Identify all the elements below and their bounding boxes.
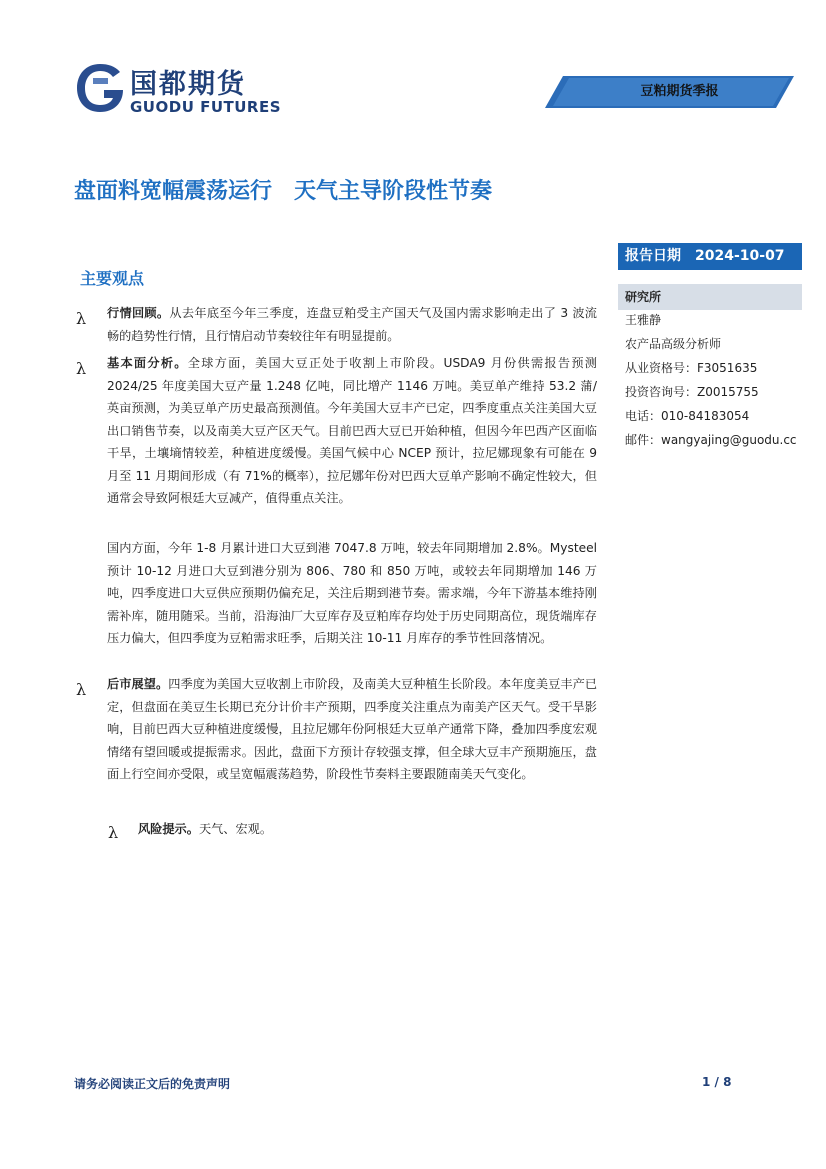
point-heading: 行情回顾。	[107, 306, 170, 320]
point-fundamental-analysis	[107, 352, 597, 510]
point-text: 全球方面，美国大豆正处于收割上市阶段。USDA9 月份供需报告预测 2024/25 年度美国大豆产量 1.248 亿吨，同比增产 1146 万吨。美豆单产维持 53.2 蒲/英亩预测，为美豆单产历史最高预测值。今年美国大豆丰产已定，四季度重点关注美国大豆出口销售节奏，以及南美大豆产区天气。目前巴西大豆已开始种植，但因今年巴西产区面临干旱，土壤墒情较差，种植进度缓慢。美国气候中心 NCEP 预计，拉尼娜现象有可能在 9 月至 11 月期间形成（有 71%的概率），拉尼娜年份对巴西大豆单产影响不确定性较大，但通常会导致阿根廷大豆减产，值得重点关注。	[107, 356, 597, 505]
report-type-banner	[545, 76, 794, 108]
report-type-label: 豆粕期货季报	[640, 84, 719, 99]
footer-disclaimer: 请务必阅读正文后的免责声明	[74, 1077, 231, 1091]
logo-mark-icon	[74, 60, 126, 116]
point-risk-warning	[138, 818, 628, 841]
point-outlook	[107, 673, 597, 786]
bullet-icon: λ	[76, 359, 87, 378]
point-text: 四季度为美国大豆收割上市阶段，及南美大豆种植生长阶段。本年度美豆丰产已定，但盘面在美豆生长期已充分计价丰产预期，四季度关注重点为南美产区天气。受干旱影响，目前巴西大豆种植进度缓慢，且拉尼娜年份阿根廷大豆单产通常下降，叠加四季度宏观情绪有望回暖或提振需求。因此，盘面下方预计存较强支撑，但全球大豆丰产预期施压，盘面上行空间亦受限，或呈宽幅震荡趋势，阶段性节奏料主要跟随南美天气变化。	[107, 677, 598, 781]
point-heading: 基本面分析。	[107, 356, 188, 370]
page-number: 1 / 8	[702, 1075, 732, 1089]
report-date-value: 2024-10-07	[695, 248, 785, 264]
research-dept-header: 研究所	[618, 284, 802, 310]
section-title: 主要观点	[80, 269, 145, 288]
point-text: 从去年底至今年三季度，连盘豆粕受主产国天气及国内需求影响走出了 3 波流畅的趋势性行情，且行情启动节奏较往年有明显提前。	[107, 306, 597, 343]
analyst-role: 农产品高级分析师	[625, 337, 722, 351]
email-address: 邮件：wangyajing@guodu.cc	[625, 433, 797, 447]
logo-chinese-name: 国都期货	[130, 69, 246, 100]
point-heading: 后市展望。	[107, 677, 169, 691]
point-domestic-analysis	[107, 537, 597, 650]
phone-number: 电话：010-84183054	[625, 409, 750, 423]
bullet-icon: λ	[76, 309, 87, 328]
report-date-label: 报告日期	[625, 248, 681, 264]
point-heading: 风险提示。	[138, 822, 199, 836]
bullet-icon: λ	[108, 823, 119, 842]
company-logo	[74, 58, 282, 120]
point-market-review	[107, 302, 597, 347]
point-text: 国内方面，今年 1-8 月累计进口大豆到港 7047.8 万吨，较去年同期增加 2.8%。Mysteel 预计 10-12 月进口大豆到港分别为 806、780 和 850 万吨，或较去年同期增加 146 万吨，四季度进口大豆供应预期仍偏充足，关注后期到港节奏。需求端，今年下游基本维持刚需补库，随用随采。当前，沿海油厂大豆库存及豆粕库存均处于历史同期高位，现货端库存压力偏大，但四季度为豆粕需求旺季，后期关注 10-11 月库存的季节性回落情况。	[107, 541, 597, 645]
point-text: 天气、宏观。	[198, 822, 273, 836]
analyst-name: 王雅静	[625, 313, 662, 327]
consulting-number: 投资咨询号：Z0015755	[625, 385, 759, 399]
report-title: 盘面料宽幅震荡运行 天气主导阶段性节奏	[74, 179, 493, 204]
qualification-number: 从业资格号：F3051635	[625, 361, 758, 375]
bullet-icon: λ	[76, 680, 87, 699]
report-date-bar	[618, 243, 802, 270]
logo-english-name: GUODU FUTURES	[130, 98, 282, 116]
